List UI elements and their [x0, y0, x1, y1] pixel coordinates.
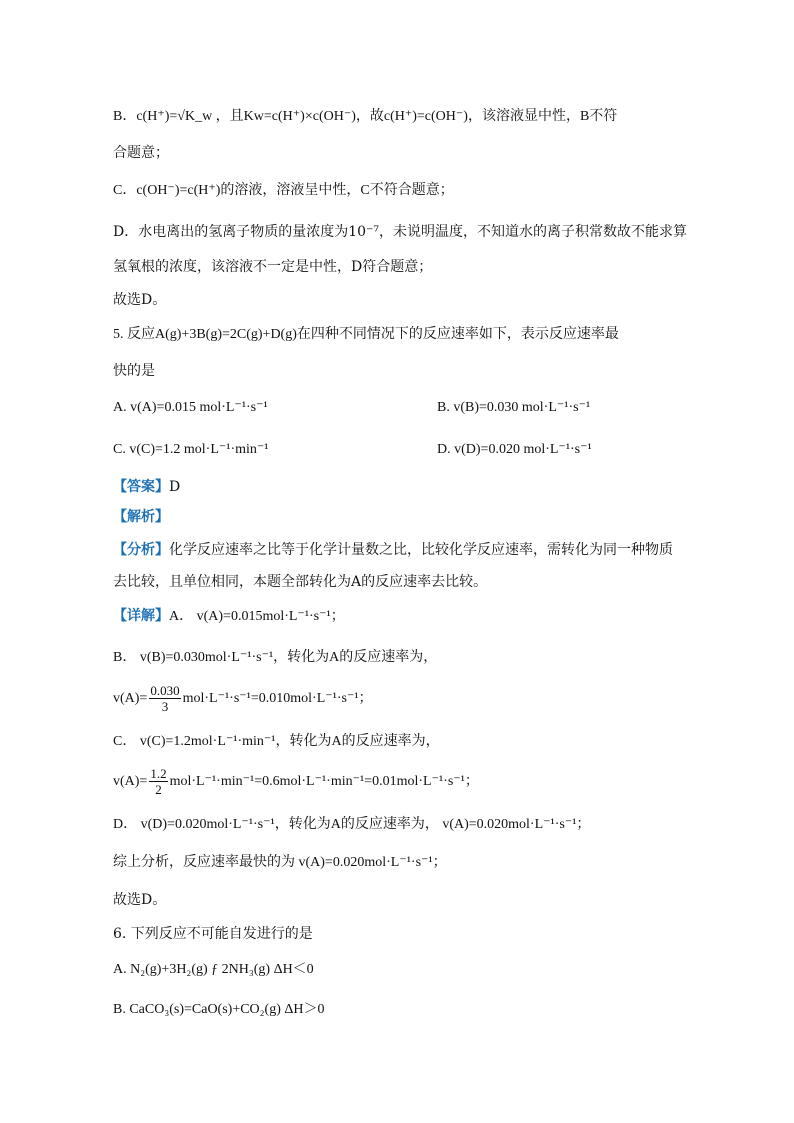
option-d-explanation-line-2: 氢氧根的浓度，该溶液不一定是中性，D符合题意；: [113, 259, 433, 275]
detail-tag: 【详解】: [113, 609, 169, 624]
question-5-stem-line-1: 5. 反应A(g)+3B(g)=2C(g)+D(g)在四种不同情况下的反应速率如下，表示反应速率最: [113, 327, 619, 342]
question-5-option-b: B. v(B)=0.030 mol·L⁻¹·s⁻¹: [437, 400, 591, 415]
detail-line-b: B． v(B)=0.030mol·L⁻¹·s⁻¹，转化为A的反应速率为，: [113, 650, 438, 665]
calc-c-fraction: [149, 766, 167, 797]
calc-c-denominator: 2: [155, 782, 162, 798]
answer-tag: 【答案】: [113, 479, 169, 495]
question-5-conclusion: 故选D。: [113, 892, 167, 908]
fenxi-text-1: 化学反应速率之比等于化学计量数之比，比较化学反应速率，需转化为同一种物质: [169, 542, 673, 558]
fenxi-tag: 【分析】: [113, 542, 169, 558]
question-5-option-d: D. v(D)=0.020 mol·L⁻¹·s⁻¹: [437, 442, 592, 457]
calc-c-numerator: 1.2: [150, 766, 167, 782]
option-b-explanation-line-1: B．c(H⁺)=√K_w ，且Kw=c(H⁺)×c(OH⁻)，故c(H⁺)=c(OH⁻)，该溶液显中性，B不符: [113, 109, 618, 124]
calc-b-fraction: [149, 683, 180, 714]
option-c-explanation: C．c(OH⁻)=c(H⁺)的溶液，溶液呈中性，C不符合题意；: [113, 183, 454, 198]
question-4-conclusion: 故选D。: [113, 292, 167, 308]
calc-b-denominator: 3: [161, 699, 169, 715]
analysis-heading: [113, 507, 169, 527]
question-6-stem: 6. 下列反应不可能自发进行的是: [113, 926, 313, 942]
calc-b-numerator: 0.030: [150, 683, 180, 699]
fenxi-line-1: [113, 540, 673, 560]
summary-line: 综上分析，反应速率最快的为 v(A)=0.020mol·L⁻¹·s⁻¹；: [113, 855, 447, 870]
calc-b-lhs: v(A)=: [113, 691, 148, 706]
calc-b-rhs: mol·L⁻¹·s⁻¹=0.010mol·L⁻¹·s⁻¹；: [182, 691, 373, 706]
detail-a-text: A． v(A)=0.015mol·L⁻¹·s⁻¹；: [169, 609, 345, 624]
analysis-tag: 【解析】: [113, 509, 169, 525]
answer-value: D: [169, 479, 181, 495]
question-5-stem-line-2: 快的是: [113, 363, 155, 379]
calc-c-lhs: v(A)=: [113, 774, 148, 789]
question-6-option-a: A. N₂(g)+3H₂(g) ƒ 2NH₃(g) ΔH＜0: [113, 962, 314, 977]
calc-c-rhs: mol·L⁻¹·min⁻¹=0.6mol·L⁻¹·min⁻¹=0.01mol·L⁻¹·s⁻¹；: [169, 774, 479, 789]
question-5-option-a: A. v(A)=0.015 mol·L⁻¹·s⁻¹: [113, 400, 268, 415]
detail-line-d: D． v(D)=0.020mol·L⁻¹·s⁻¹，转化为A的反应速率为， v(A)=0.020mol·L⁻¹·s⁻¹；: [113, 817, 591, 832]
detail-c-calculation: [113, 764, 479, 800]
detail-line-a: [113, 607, 345, 627]
fenxi-line-2: 去比较，且单位相同，本题全部转化为A的反应速率去比较。: [113, 574, 488, 590]
detail-b-calculation: [113, 681, 373, 717]
question-5-option-c: C. v(C)=1.2 mol·L⁻¹·min⁻¹: [113, 442, 269, 457]
detail-line-c: C． v(C)=1.2mol·L⁻¹·min⁻¹，转化为A的反应速率为，: [113, 734, 440, 749]
answer-line: [113, 477, 180, 497]
option-d-explanation-line-1: D．水电离出的氢离子物质的量浓度为10⁻⁷，未说明温度，不知道水的离子积常数故不能求算: [113, 224, 688, 240]
option-b-explanation-line-2: 合题意；: [113, 145, 169, 161]
question-6-option-b: B. CaCO₃(s)=CaO(s)+CO₂(g) ΔH＞0: [113, 1002, 325, 1017]
